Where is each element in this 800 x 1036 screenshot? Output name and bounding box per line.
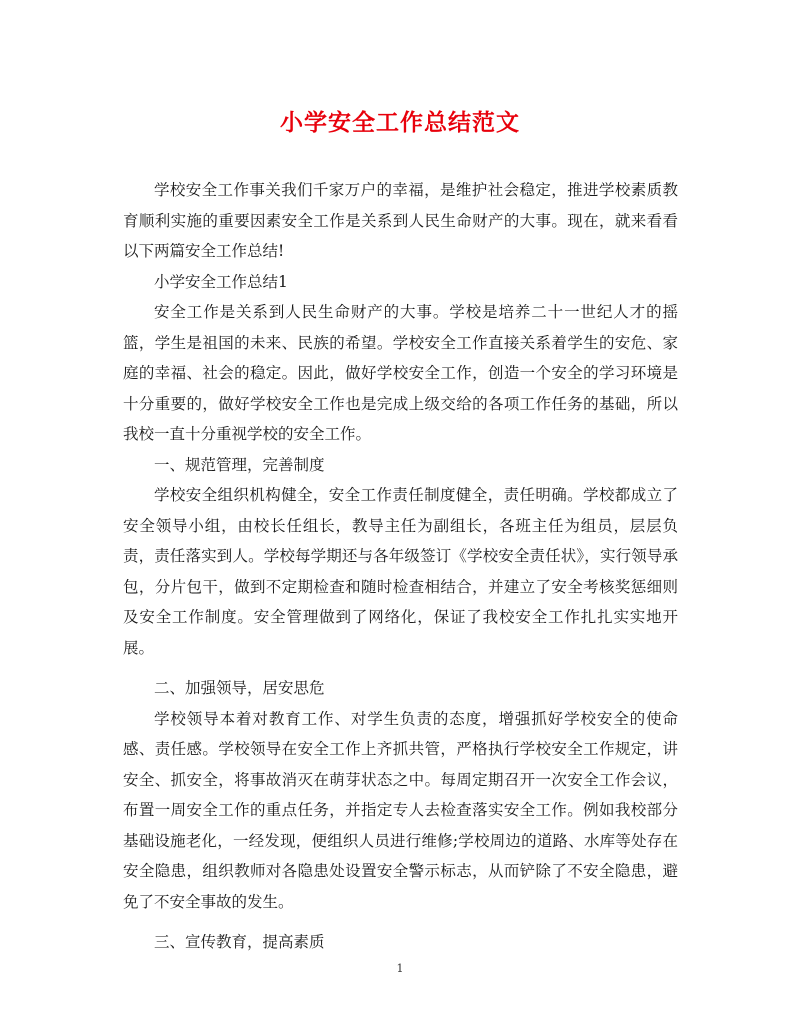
section-heading-3: 三、宣传教育，提高素质 — [154, 933, 325, 951]
page-number: 1 — [396, 962, 404, 975]
document-body — [123, 175, 678, 958]
document-title: 小学安全工作总结范文 — [280, 109, 520, 136]
section-heading-2: 二、加强领导，居安思危 — [154, 679, 325, 697]
section-1-paragraph: 学校安全组织机构健全，安全工作责任制度健全，责任明确。学校都成立了安全领导小组，由校长任组长，教导主任为副组长，各班主任为组员，层层负责，责任落实到人。学校每学期还与各年级签订《学校安全责任状》，实行领导承包，分片包干，做到不定期检查和随时检查相结合，并建立了安全考核奖惩细则及安全工作制度。安全管理做到了网络化，保证了我校安全工作扎扎实实地开展。 — [123, 486, 678, 657]
intro-paragraph: 学校安全工作事关我们千家万户的幸福，是维护社会稳定，推进学校素质教育顺利实施的重要因素安全工作是关系到人民生命财产的大事。现在，就来看看以下两篇安全工作总结! — [123, 181, 678, 260]
section-heading-1: 一、规范管理，完善制度 — [154, 455, 325, 474]
section-2-paragraph: 学校领导本着对教育工作、对学生负责的态度，增强抓好学校安全的使命感、责任感。学校领导在安全工作上齐抓共管，严格执行学校安全工作规定，讲安全、抓安全，将事故消灭在萌芽状态之中。每周定期召开一次安全工作会议，布置一周安全工作的重点任务，并指定专人去检查落实安全工作。例如我校部分基础设施老化，一经发现，便组织人员进行维修;学校周边的道路、水库等处存在安全隐患，组织教师对各隐患处设置安全警示标志，从而铲除了不安全隐患，避免了不安全事故的发生。 — [123, 709, 678, 911]
summary-1-paragraph: 安全工作是关系到人民生命财产的大事。学校是培养二十一世纪人才的摇篮，学生是祖国的未来、民族的希望。学校安全工作直接关系着学生的安危、家庭的幸福、社会的稳定。因此，做好学校安全工作，创造一个安全的学习环境是十分重要的，做好学校安全工作也是完成上级交给的各项工作任务的基础，所以我校一直十分重视学校的安全工作。 — [123, 303, 678, 443]
section-heading-summary-1: 小学安全工作总结1 — [154, 272, 288, 291]
